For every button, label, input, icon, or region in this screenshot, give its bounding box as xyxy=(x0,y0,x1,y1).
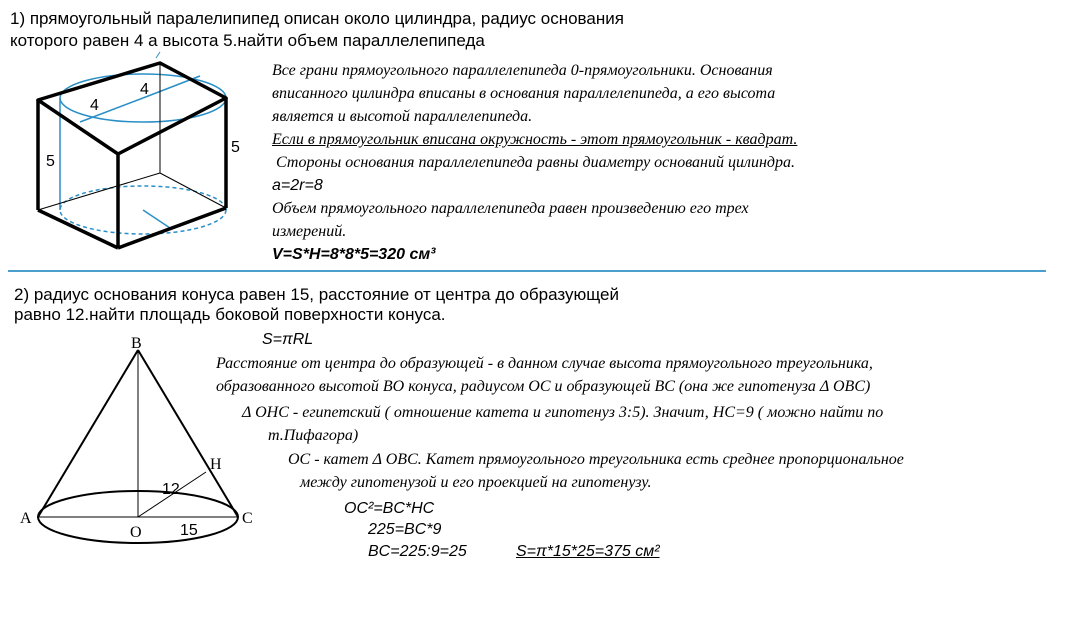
label-height-left: 5 xyxy=(46,153,55,170)
problem1-title-line2: которого равен 4 а высота 5.найти объем параллелепипеда xyxy=(10,31,485,50)
p1-solution-line6: a=2r=8 xyxy=(272,177,323,194)
p2-eq2: 225=BC*9 xyxy=(368,521,442,538)
section-divider xyxy=(8,270,1046,272)
p1-solution-line8: измерений. xyxy=(272,223,347,240)
p2-solution-line2: образованного высотой BO конуса, радиусом OC и образующей BC (она же гипотенуза Δ OBC) xyxy=(216,378,871,395)
label-C: C xyxy=(242,510,253,527)
p1-answer: V=S*H=8*8*5=320 см³ xyxy=(272,246,436,263)
p2-eq1: OC²=BC*HC xyxy=(344,500,435,517)
p2-solution-line6: между гипотенузой и его проекцией на гипотенузу. xyxy=(300,474,652,491)
label-B: B xyxy=(131,335,142,352)
label-radius-a: 4 xyxy=(90,97,99,114)
p1-solution-line2: вписанного цилиндра вписаны в основания параллелепипеда, а его высота xyxy=(272,85,776,102)
label-height-right: 5 xyxy=(231,139,240,156)
label-tick xyxy=(156,52,160,58)
label-O: O xyxy=(130,524,142,541)
label-A: A xyxy=(20,510,32,527)
p1-solution-line5: Стороны основания параллелепипеда равны диаметру оснований цилиндра. xyxy=(272,154,795,171)
p2-answer: S=π*15*25=375 см² xyxy=(516,543,660,560)
box-cylinder-figure xyxy=(0,58,270,268)
p1-solution-line3: является и высотой параллелепипеда. xyxy=(272,108,533,125)
label-dist-12: 12 xyxy=(162,481,180,498)
p1-solution-line4: Если в прямоугольник вписана окружность - этот прямоугольник - квадрат. xyxy=(272,131,798,148)
label-H: H xyxy=(210,456,222,473)
p2-eq3: BC=225:9=25 xyxy=(368,543,467,560)
problem1-title-line1: 1) прямоугольный паралелипипед описан около цилиндра, радиус основания xyxy=(10,9,624,28)
label-radius-b: 4 xyxy=(140,81,149,98)
problem2-title-line2: равно 12.найти площадь боковой поверхности конуса. xyxy=(14,305,446,324)
problem2-title-line1: 2) радиус основания конуса равен 15, расстояние от центра до образующей xyxy=(14,285,619,304)
p2-solution-line3: Δ OHC - египетский ( отношение катета и гипотенуз 3:5). Значит, HC=9 ( можно найти по xyxy=(242,404,884,421)
p2-solution-line4: т.Пифагора) xyxy=(268,427,359,444)
p1-solution-line1: Все грани прямоугольного параллелепипеда 0-прямоугольники. Основания xyxy=(272,62,773,79)
p2-solution-line5: OC - катет Δ OBC. Катет прямоугольного треугольника есть среднее пропорциональное xyxy=(288,451,904,468)
label-radius-15: 15 xyxy=(180,522,198,539)
p2-formula: S=πRL xyxy=(262,331,314,348)
p1-solution-line7: Объем прямоугольного параллелепипеда равен произведению его трех xyxy=(272,200,749,217)
p2-solution-line1: Расстояние от центра до образующей - в данном случае высота прямоугольного треугольника, xyxy=(216,355,873,372)
